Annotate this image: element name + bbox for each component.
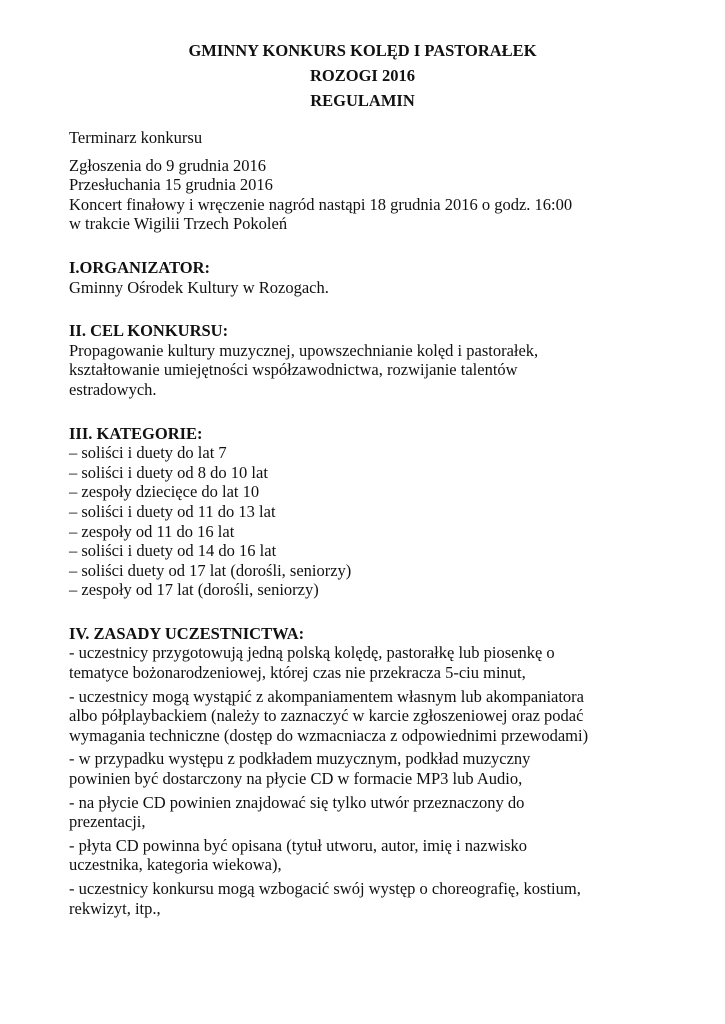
rule-item (69, 643, 689, 682)
document-body (69, 128, 689, 918)
rule-item (69, 836, 689, 875)
schedule-section (69, 128, 689, 234)
rule-line: - uczestnicy mogą wystąpić z akompaniamentem własnym lub akompaniatora (69, 686, 585, 706)
goal-section (69, 321, 689, 399)
category-item: – zespoły dziecięce do lat 10 (69, 482, 260, 502)
section-heading: II. CEL KONKURSU: (69, 321, 229, 341)
category-item: – soliści duety od 17 lat (dorośli, seniorzy) (69, 560, 352, 580)
organizer-section (69, 258, 689, 297)
schedule-lines (69, 156, 689, 234)
category-item: – zespoły od 17 lat (dorośli, seniorzy) (69, 580, 319, 600)
category-item: – soliści i duety od 11 do 13 lat (69, 501, 276, 521)
contest-title: GMINNY KONKURS KOLĘD I PASTORAŁEK (188, 41, 537, 60)
rule-line: - na płycie CD powinien znajdować się tylko utwór przeznaczony do (69, 792, 525, 812)
goal-line: Propagowanie kultury muzycznej, upowszechnianie kolęd i pastorałek, (69, 340, 539, 360)
section-heading: III. KATEGORIE: (69, 423, 203, 443)
regulations-title: REGULAMIN (310, 91, 415, 110)
categories-section (69, 424, 689, 600)
rule-line: powinien być dostarczony na płycie CD w formacie MP3 lub Audio, (69, 769, 523, 789)
rule-line: tematyce bożonarodzeniowej, której czas nie przekracza 5-ciu minut, (69, 663, 526, 683)
rules-section (69, 624, 689, 918)
schedule-line: Zgłoszenia do 9 grudnia 2016 (69, 155, 267, 175)
schedule-line: Przesłuchania 15 grudnia 2016 (69, 175, 273, 195)
goal-line: estradowych. (69, 379, 157, 399)
rule-line: prezentacji, (69, 812, 146, 832)
category-item: – soliści i duety do lat 7 (69, 443, 227, 463)
contest-place-year: ROZOGI 2016 (310, 66, 415, 85)
section-heading: I.ORGANIZATOR: (69, 257, 211, 277)
rule-line: wymagania techniczne (dostęp do wzmacniacza z odpowiednimi przewodami) (69, 725, 589, 745)
goal-line: kształtowanie umiejętności współzawodnictwa, rozwijanie talentów (69, 360, 518, 380)
category-item: – soliści i duety od 14 do 16 lat (69, 541, 277, 561)
rule-item (69, 687, 689, 746)
section-heading: IV. ZASADY UCZESTNICTWA: (69, 623, 305, 643)
rule-line: - uczestnicy przygotowują jedną polską kolędę, pastorałkę lub piosenkę o (69, 643, 555, 663)
document-header (0, 38, 725, 113)
rule-line: uczestnika, kategoria wiekowa), (69, 855, 282, 875)
category-item: – zespoły od 11 do 16 lat (69, 521, 235, 541)
rule-line: rekwizyt, itp., (69, 898, 161, 918)
category-item: – soliści i duety od 8 do 10 lat (69, 462, 268, 482)
rule-line: - płyta CD powinna być opisana (tytuł utworu, autor, imię i nazwisko (69, 835, 528, 855)
rule-item (69, 879, 689, 918)
rule-line: - w przypadku występu z podkładem muzycznym, podkład muzyczny (69, 749, 531, 769)
schedule-line: Koncert finałowy i wręczenie nagród nastąpi 18 grudnia 2016 o godz. 16:00 (69, 194, 573, 214)
rule-line: albo półplaybackiem (należy to zaznaczyć w karcie zgłoszeniowej oraz podać (69, 706, 584, 726)
rule-item (69, 749, 689, 788)
schedule-title: Terminarz konkursu (69, 128, 203, 147)
rule-item (69, 793, 689, 832)
organizer-text: Gminny Ośrodek Kultury w Rozogach. (69, 277, 329, 297)
rule-line: - uczestnicy konkursu mogą wzbogacić swój występ o choreografię, kostium, (69, 879, 581, 898)
schedule-line: w trakcie Wigilii Trzech Pokoleń (69, 214, 288, 234)
